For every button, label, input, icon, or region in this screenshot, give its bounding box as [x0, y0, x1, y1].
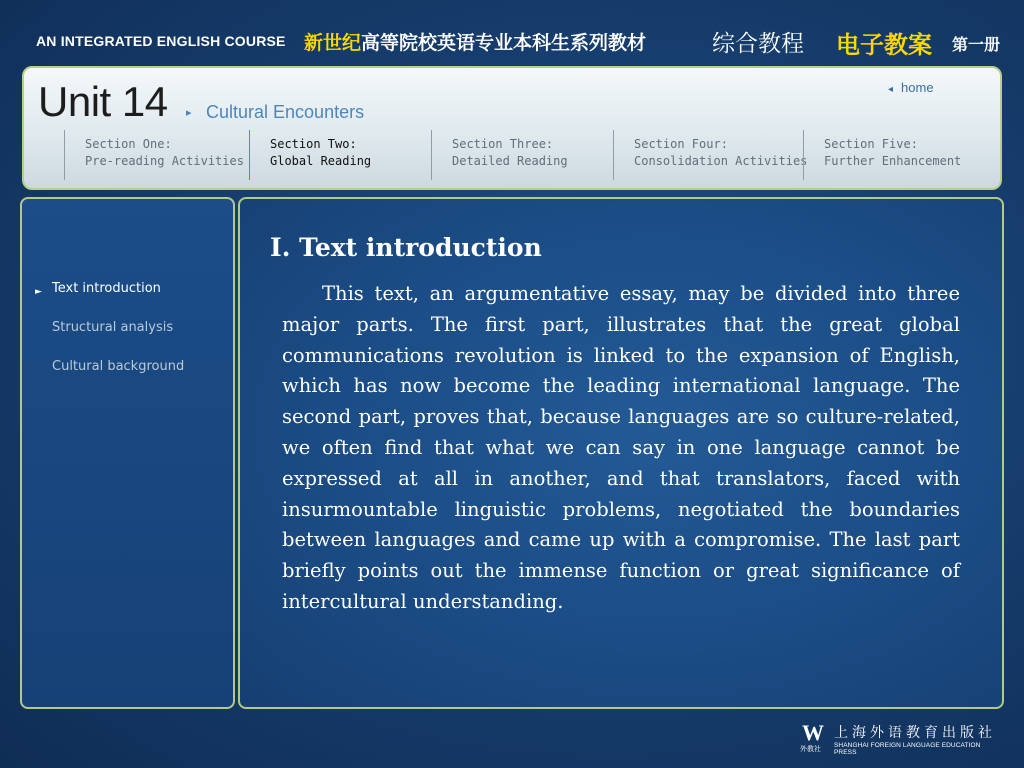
- nav-section-three[interactable]: [431, 130, 568, 180]
- publisher-logo-mark: [800, 720, 830, 756]
- publisher-name-en: SHANGHAI FOREIGN LANGUAGE EDUCATION PRESS: [834, 742, 981, 756]
- nav-section-label: Further Enhancement: [824, 154, 962, 168]
- series-rest: 高等院校英语专业本科生系列教材: [361, 32, 647, 54]
- nav-section-number: Section One:: [85, 137, 172, 151]
- nav-section-label: Consolidation Activities: [634, 154, 808, 168]
- comprehensive-course-label: 综合教程: [712, 31, 804, 57]
- logo-caption: 外教社: [800, 745, 821, 753]
- series-title: [304, 28, 646, 55]
- nav-section-number: Section Five:: [824, 137, 918, 151]
- content-panel: [238, 197, 1004, 709]
- course-title: AN INTEGRATED ENGLISH COURSE: [36, 33, 286, 49]
- nav-section-number: Section Two:: [270, 137, 357, 151]
- sidebar: [20, 197, 235, 709]
- nav-section-five[interactable]: [803, 130, 961, 180]
- sidebar-item-cultural-background[interactable]: Cultural background: [52, 359, 185, 374]
- arrow-left-icon: ◂: [888, 84, 894, 95]
- unit-header: [22, 66, 1002, 190]
- volume-label: 第一册: [952, 35, 1001, 54]
- logo-letter: W: [802, 720, 824, 745]
- arrow-right-icon: ▸: [186, 106, 192, 119]
- home-label: home: [901, 80, 934, 95]
- publisher-logo: [800, 720, 1000, 760]
- home-link[interactable]: [888, 80, 934, 95]
- nav-section-number: Section Three:: [452, 137, 554, 151]
- nav-section-label: Detailed Reading: [452, 154, 568, 168]
- active-marker-icon: ►: [35, 287, 42, 297]
- publisher-name-cn: 上海外语教育出版社: [834, 725, 996, 741]
- nav-section-one[interactable]: [64, 130, 244, 180]
- nav-section-two[interactable]: [249, 130, 371, 180]
- sidebar-item-text-introduction[interactable]: Text introduction: [52, 281, 161, 296]
- nav-section-label: Pre-reading Activities: [85, 154, 244, 168]
- content-heading: I. Text introduction: [270, 233, 542, 262]
- lesson-plan-label: 电子教案: [836, 31, 932, 59]
- sidebar-item-structural-analysis[interactable]: Structural analysis: [52, 320, 174, 335]
- nav-section-four[interactable]: [613, 130, 807, 180]
- series-highlight: 新世纪: [304, 32, 362, 54]
- nav-section-number: Section Four:: [634, 137, 728, 151]
- unit-title: Unit 14: [38, 78, 168, 125]
- unit-subtitle: Cultural Encounters: [206, 102, 365, 122]
- nav-section-label: Global Reading: [270, 154, 372, 168]
- top-banner: [0, 0, 1024, 70]
- content-paragraph: This text, an argumentative essay, may be divided into three major parts. The first part, illustrates that the great global communications revolution is linked to the expansion of English, which has now become the leading international language. The second part, proves that, because languages are so culture-related, we often find that what we can say in one language cannot be expressed at all in another, and that translators, faced with insurmountable linguistic problems, negotiated the boundaries between languages and came up with a compromise. The last part briefly points out the immense function or great significance of intercultural understanding.: [282, 282, 960, 613]
